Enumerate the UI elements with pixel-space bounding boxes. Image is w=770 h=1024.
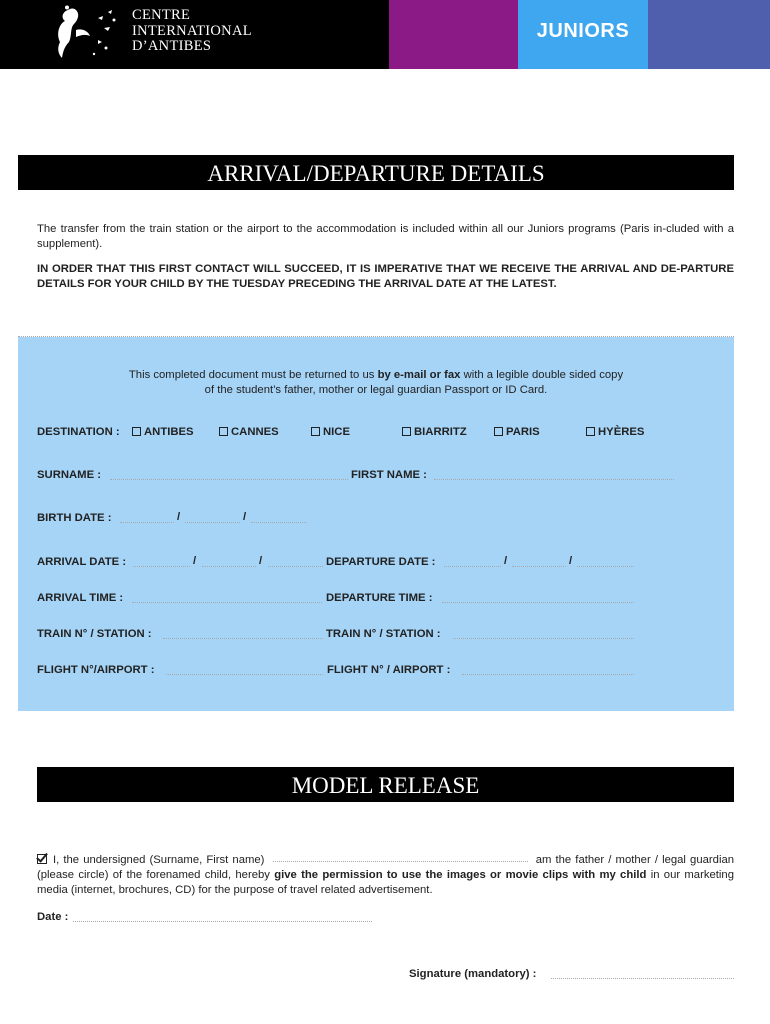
arrival-section-title: ARRIVAL/DEPARTURE DETAILS bbox=[18, 155, 734, 190]
header-violet-block bbox=[648, 0, 770, 69]
destination-option-label: ANTIBES bbox=[144, 426, 194, 438]
surname-field[interactable] bbox=[110, 479, 348, 480]
deadline-warning-text: IN ORDER THAT THIS FIRST CONTACT WILL SUCCEED, IT IS IMPERATIVE THAT WE RECEIVE THE ARRIVAL AND DE-PARTURE DETAILS FOR YOUR CHILD BY THE TUESDAY PRECEDING THE ARRIVAL DATE AT THE LATEST. bbox=[37, 263, 734, 290]
departure-time-field[interactable] bbox=[442, 602, 634, 603]
birth-date-label: BIRTH DATE : bbox=[37, 512, 112, 524]
departure-flight-label: FLIGHT N° / AIRPORT : bbox=[327, 664, 451, 676]
destination-option-cannes[interactable] bbox=[219, 426, 279, 438]
arrival-month-field[interactable] bbox=[202, 566, 256, 567]
checkbox-icon[interactable] bbox=[132, 427, 141, 436]
destination-option-biarritz[interactable] bbox=[402, 426, 467, 438]
departure-date-label: DEPARTURE DATE : bbox=[326, 556, 436, 568]
birth-year-field[interactable] bbox=[251, 522, 307, 523]
first-name-label: FIRST NAME : bbox=[351, 469, 427, 481]
surname-label: SURNAME : bbox=[37, 469, 102, 481]
arrival-day-field[interactable] bbox=[133, 566, 190, 567]
destination-option-label: HYÈRES bbox=[598, 426, 645, 438]
date-separator: / bbox=[177, 511, 181, 523]
header-purple-block bbox=[389, 0, 518, 69]
birth-day-field[interactable] bbox=[120, 522, 174, 523]
return-notice bbox=[60, 368, 692, 398]
notice-text-line2: of the student’s father, mother or legal guardian Passport or ID Card. bbox=[204, 384, 548, 396]
checkbox-icon[interactable] bbox=[311, 427, 320, 436]
model-release-text bbox=[37, 853, 734, 898]
destination-option-hyeres[interactable] bbox=[586, 426, 644, 438]
arrival-year-field[interactable] bbox=[268, 566, 323, 567]
date-label: Date : bbox=[37, 911, 69, 923]
logo-text bbox=[132, 8, 252, 55]
departure-flight-field[interactable] bbox=[462, 674, 634, 675]
departure-time-label: DEPARTURE TIME : bbox=[326, 592, 433, 604]
arrival-flight-label: FLIGHT N°/AIRPORT : bbox=[37, 664, 155, 676]
destination-option-label: CANNES bbox=[231, 426, 279, 438]
departure-train-field[interactable] bbox=[453, 638, 634, 639]
destination-label: DESTINATION : bbox=[37, 426, 120, 438]
destination-option-label: NICE bbox=[323, 426, 350, 438]
departure-month-field[interactable] bbox=[512, 566, 566, 567]
date-separator: / bbox=[193, 555, 197, 567]
first-name-field[interactable] bbox=[434, 479, 674, 480]
destination-option-paris[interactable] bbox=[494, 426, 540, 438]
release-text-bold: give the permission to use the images or movie clips with my child bbox=[274, 869, 647, 881]
juniors-badge: JUNIORS bbox=[536, 20, 630, 42]
arrival-date-label: ARRIVAL DATE : bbox=[37, 556, 127, 568]
signature-field[interactable] bbox=[551, 978, 734, 979]
release-text-middle: am the father / mother / legal guardian (please circle) of the forenamed child, hereby bbox=[37, 854, 735, 881]
logo-icon bbox=[48, 4, 122, 62]
destination-option-label: PARIS bbox=[506, 426, 540, 438]
departure-train-label: TRAIN N° / STATION : bbox=[326, 628, 441, 640]
departure-day-field[interactable] bbox=[444, 566, 501, 567]
arrival-flight-field[interactable] bbox=[166, 674, 323, 675]
release-text-end: in our marketing media (internet, brochures, CD) for the purpose of travel related advertisement. bbox=[37, 869, 734, 896]
logo-line-2: INTERNATIONAL bbox=[132, 22, 252, 39]
date-separator: / bbox=[569, 555, 573, 567]
checkbox-icon[interactable] bbox=[494, 427, 503, 436]
model-release-title: MODEL RELEASE bbox=[37, 767, 734, 802]
checkbox-icon[interactable] bbox=[402, 427, 411, 436]
logo-line-1: CENTRE bbox=[132, 7, 191, 23]
arrival-time-field[interactable] bbox=[132, 602, 322, 603]
transfer-intro-text: The transfer from the train station or the airport to the accommodation is included within all our Juniors programs (Paris in-cluded with a supplement). bbox=[37, 223, 734, 250]
date-separator: / bbox=[243, 511, 247, 523]
signature-label: Signature (mandatory) : bbox=[409, 968, 537, 980]
arrival-train-label: TRAIN N° / STATION : bbox=[37, 628, 152, 640]
guardian-name-field[interactable] bbox=[273, 861, 528, 862]
checked-box-icon[interactable] bbox=[37, 854, 47, 864]
destination-option-nice[interactable] bbox=[311, 426, 350, 438]
arrival-time-label: ARRIVAL TIME : bbox=[37, 592, 124, 604]
notice-text-end: with a legible double sided copy bbox=[460, 369, 624, 381]
birth-month-field[interactable] bbox=[185, 522, 240, 523]
arrival-train-field[interactable] bbox=[163, 638, 323, 639]
destination-option-label: BIARRITZ bbox=[414, 426, 467, 438]
date-separator: / bbox=[504, 555, 508, 567]
release-text-start: I, the undersigned (Surname, First name) bbox=[53, 854, 265, 866]
date-field[interactable] bbox=[73, 921, 372, 922]
date-separator: / bbox=[259, 555, 263, 567]
checkbox-icon[interactable] bbox=[586, 427, 595, 436]
notice-text-start: This completed document must be returned to us bbox=[128, 369, 378, 381]
checkbox-icon[interactable] bbox=[219, 427, 228, 436]
logo-line-3: D’ANTIBES bbox=[132, 38, 212, 54]
destination-option-antibes[interactable] bbox=[132, 426, 194, 438]
notice-text-bold: by e-mail or fax bbox=[377, 369, 461, 381]
departure-year-field[interactable] bbox=[577, 566, 634, 567]
